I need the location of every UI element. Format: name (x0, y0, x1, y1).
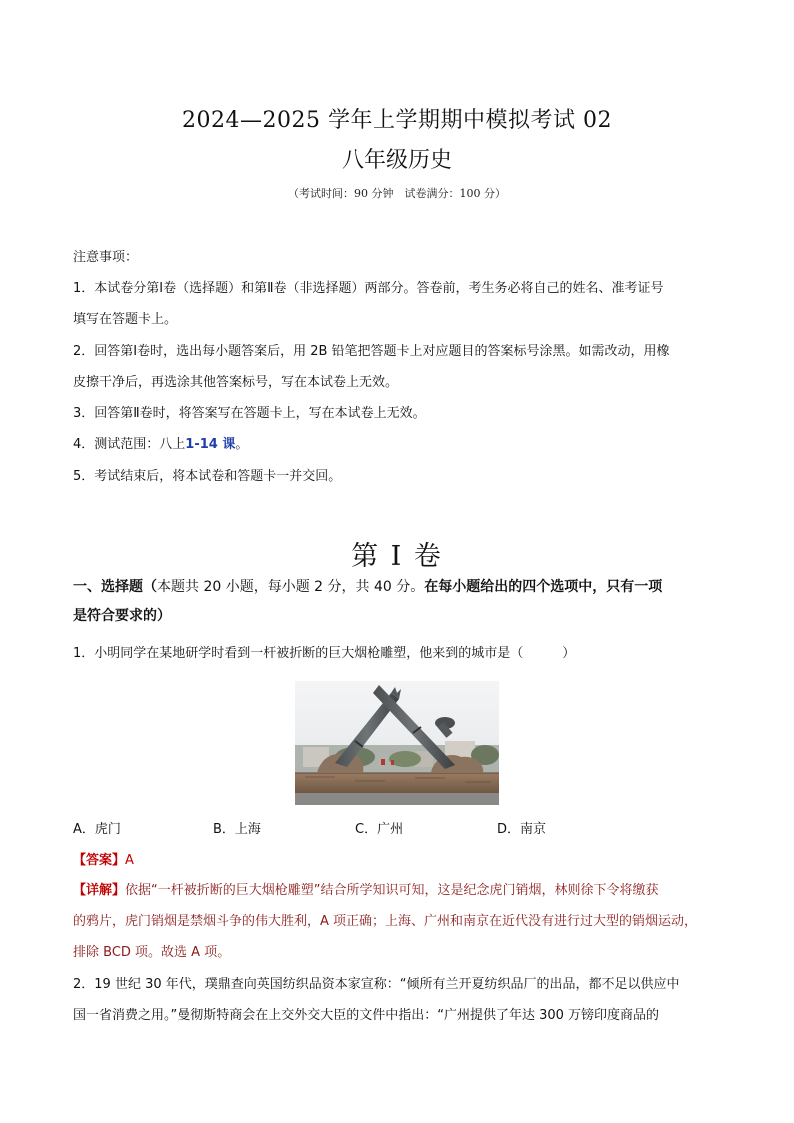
instructions-bold-tail: 在每小题给出的四个选项中，只有一项 (424, 579, 663, 595)
notice-item-1-line-2: 填写在答题卡上。 (73, 312, 178, 327)
notice-heading: 注意事项： (73, 250, 139, 265)
notice-item-4-prefix: 4．测试范围：八上 (73, 437, 186, 452)
question-1-answer (73, 849, 134, 868)
notice-item-1-line-1: 1．本试卷分第Ⅰ卷（选择题）和第Ⅱ卷（非选择题）两部分。答卷前，考生务必将自己的姓名、准考证号 (73, 281, 664, 296)
question-1-options (73, 818, 723, 838)
detail-tag: 【详解】 (73, 883, 126, 898)
notice-item-5: 5．考试结束后，将本试卷和答题卡一并交回。 (73, 469, 342, 484)
section-instructions-line-2: 是符合要求的） (73, 608, 171, 624)
notice-item-2-line-2: 皮擦干净后，再选涂其他答案标号，写在本试卷上无效。 (73, 375, 399, 390)
broken-opium-pipe-sculpture-photo (295, 681, 499, 805)
question-1-stem: 1．小明同学在某地研学时看到一杆被折断的巨大烟枪雕塑，他来到的城市是（ ） (73, 646, 576, 661)
answer-tag: 【答案】 (73, 853, 126, 868)
notice-item-4 (73, 433, 248, 452)
detail-text-1: 依据“一杆被折断的巨大烟枪雕塑”结合所学知识可知，这是纪念虎门销烟，林则徐下令将缴获 (125, 883, 659, 898)
question-1-detail-line-3: 排除 BCD 项。故选 A 项。 (73, 945, 231, 960)
notice-item-4-range: 1-14 课 (185, 437, 236, 452)
notice-item-2-line-1: 2．回答第Ⅰ卷时，选出每小题答案后，用 2B 铅笔把答题卡上对应题目的答案标号涂黑。如需改动，用橡 (73, 344, 670, 359)
instructions-normal: 本题共 20 小题，每小题 2 分，共 40 分。 (157, 579, 425, 595)
question-2-line-1: 2．19 世纪 30 年代，璞鼎查向英国纺织品资本家宣称：“倾所有兰开夏纺织品厂的出品，都不足以供应中 (73, 977, 680, 992)
option-d[interactable]: D．南京 (497, 822, 547, 837)
exam-info: （考试时间：90 分钟 试卷满分：100 分） (288, 187, 506, 200)
option-a[interactable]: A．虎门 (73, 822, 121, 837)
option-c[interactable]: C．广州 (355, 822, 404, 837)
exam-subtitle: 八年级历史 (341, 148, 452, 173)
question-1-detail-line-1 (73, 879, 659, 898)
notice-item-3: 3．回答第Ⅱ卷时，将答案写在答题卡上，写在本试卷上无效。 (73, 406, 426, 421)
exam-title: 2024—2025 学年上学期期中模拟考试 02 (182, 108, 612, 133)
instructions-bold-prefix: 一、选择题（ (73, 579, 157, 595)
section-instructions-line-1 (73, 576, 662, 596)
question-2-line-2: 国一省消费之用。”曼彻斯特商会在上交外交大臣的文件中指出：“广州提供了年达 300 万镑印度商品的 (73, 1008, 660, 1023)
question-1-detail-line-2: 的鸦片，虎门销烟是禁烟斗争的伟大胜利，A 项正确；上海、广州和南京在近代没有进行过大型的销烟运动， (73, 914, 698, 929)
option-b[interactable]: B．上海 (213, 822, 261, 837)
section-title: 第 I 卷 (351, 541, 443, 572)
answer-value: A (125, 853, 134, 868)
notice-item-4-suffix: 。 (235, 437, 249, 452)
